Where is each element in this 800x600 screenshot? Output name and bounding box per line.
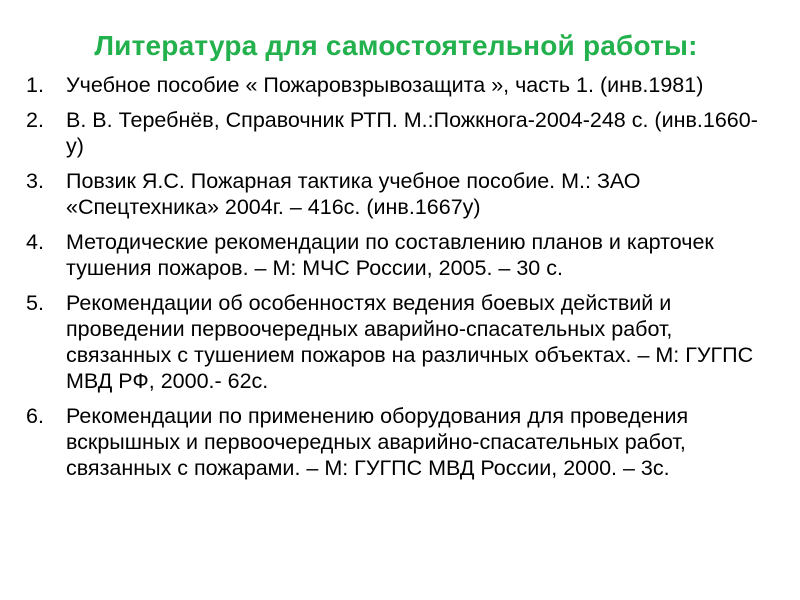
list-item [26,72,766,98]
list-item-number: 3. [26,169,44,193]
slide-title: Литература для самостоятельной работы: [94,30,698,61]
list-item-text: Учебное пособие « Пожаровзрывозащита », часть 1. (инв.1981) [66,73,704,97]
list-item-number: 1. [26,73,44,97]
list-item-text: Методические рекомендации по составлению планов и карточек тушения пожаров. – М: МЧС России, 2005. – 30 с. [66,230,714,280]
list-item-text: Рекомендации об особенностях ведения боевых действий и проведении первоочередных аварийно-спасательных работ, связанных с тушением пожаров на различных объектах. – М: ГУГПС МВД РФ, 2000.- 62с. [66,291,754,393]
list-item-text: Рекомендации по применению оборудования для проведения вскрышных и первоочередных аварийно-спасательных работ, связанных с пожарами. – М: ГУГПС МВД России, 2000. – 3с. [66,404,689,480]
list-item-number: 6. [26,404,44,428]
list-item-number: 2. [26,108,44,132]
list-item [26,403,766,481]
list-item-text: В. В. Теребнёв, Справочник РТП. М.:Пожкнога-2004-248 с. (инв.1660-у) [66,108,758,158]
reference-list [26,72,766,481]
list-item-number: 4. [26,230,44,254]
list-item [26,107,766,159]
list-item [26,229,766,281]
list-item-number: 5. [26,291,44,315]
list-item [26,168,766,220]
list-item [26,290,766,394]
list-item-text: Повзик Я.С. Пожарная тактика учебное пособие. М.: ЗАО «Спецтехника» 2004г. – 416с. (инв.1667у) [66,169,641,219]
